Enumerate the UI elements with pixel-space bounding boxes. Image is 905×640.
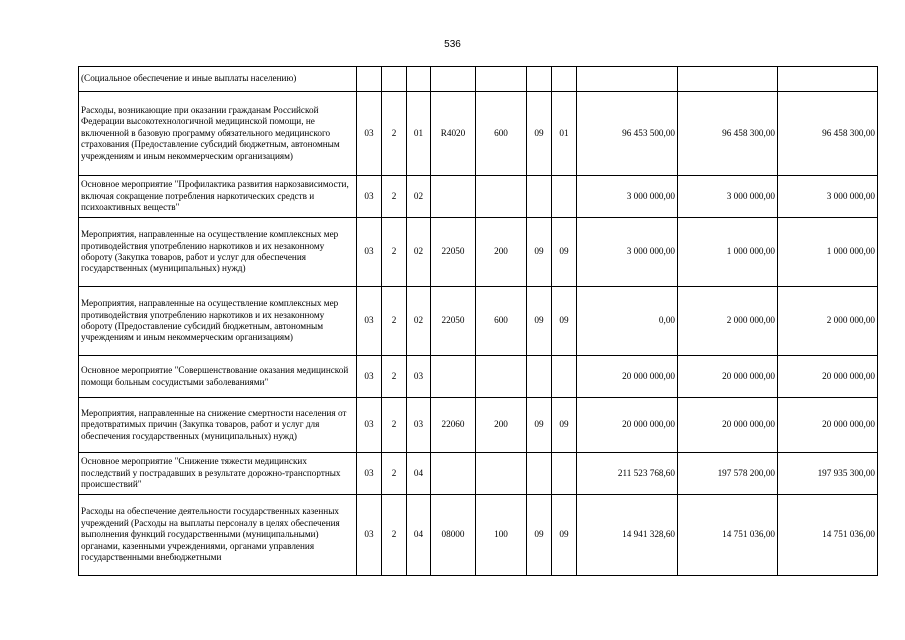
row-name: Основное мероприятие "Совершенствование оказания медицинской помощи больным сосудистыми заболеваниями" [79,356,357,398]
subprogram-code [382,67,407,92]
subsection-code: 01 [552,92,577,176]
direction-code [431,453,476,495]
main-activity-code: 02 [407,176,431,218]
amount-year-3: 14 751 036,00 [778,495,878,576]
amount-year-1: 3 000 000,00 [577,176,678,218]
table-row [79,287,878,356]
direction-code [431,356,476,398]
amount-year-2 [678,67,778,92]
expense-type-code [476,453,527,495]
expense-type-code: 100 [476,495,527,576]
subprogram-code: 2 [382,495,407,576]
section-code: 09 [527,495,552,576]
subprogram-code: 2 [382,92,407,176]
amount-year-2: 2 000 000,00 [678,287,778,356]
subsection-code: 09 [552,218,577,287]
main-activity-code: 02 [407,218,431,287]
amount-year-1: 211 523 768,60 [577,453,678,495]
amount-year-3: 20 000 000,00 [778,356,878,398]
program-code: 03 [357,356,382,398]
program-code: 03 [357,453,382,495]
subprogram-code: 2 [382,398,407,453]
table-row [79,67,878,92]
amount-year-1: 96 453 500,00 [577,92,678,176]
subsection-code: 09 [552,398,577,453]
amount-year-2: 20 000 000,00 [678,356,778,398]
program-code: 03 [357,176,382,218]
expense-type-code: 200 [476,218,527,287]
amount-year-3: 1 000 000,00 [778,218,878,287]
section-code: 09 [527,287,552,356]
direction-code: 08000 [431,495,476,576]
main-activity-code: 03 [407,398,431,453]
amount-year-2: 14 751 036,00 [678,495,778,576]
row-name: Основное мероприятие "Профилактика развития наркозависимости, включая сокращение потребления наркотических средств и психоактивных веществ" [79,176,357,218]
row-name: Расходы, возникающие при оказании гражданам Российской Федерации высокотехнологичной медицинской помощи, не включенной в базовую программу обязательного медицинского страхования (Предоставление субсидий бюджетным, автономным учреждениям и иным некоммерческим организациям) [79,92,357,176]
subsection-code [552,453,577,495]
amount-year-2: 3 000 000,00 [678,176,778,218]
amount-year-1: 0,00 [577,287,678,356]
section-code [527,453,552,495]
row-name: Мероприятия, направленные на осуществление комплексных мер противодействия употреблению наркотиков и их незаконному обороту (Предоставление субсидий бюджетным, автономным учреждениям и иным некоммерческим организациям) [79,287,357,356]
expense-type-code [476,176,527,218]
subprogram-code: 2 [382,453,407,495]
main-activity-code: 03 [407,356,431,398]
section-code: 09 [527,218,552,287]
row-name: Расходы на обеспечение деятельности государственных казенных учреждений (Расходы на выплаты персоналу в целях обеспечения выполнения функций государственными (муниципальными) органами, казенными учреждениями, органами управления государственными внебюджетными [79,495,357,576]
row-name: Мероприятия, направленные на снижение смертности населения от предотвратимых причин (Закупка товаров, работ и услуг для обеспечения государственных (муниципальных) нужд) [79,398,357,453]
row-name: Основное мероприятие "Снижение тяжести медицинских последствий у пострадавших в результате дорожно-транспортных происшествий" [79,453,357,495]
expense-type-code [476,67,527,92]
section-code [527,356,552,398]
program-code: 03 [357,398,382,453]
section-code: 09 [527,92,552,176]
table-row [79,495,878,576]
subsection-code: 09 [552,287,577,356]
row-name: (Социальное обеспечение и иные выплаты населению) [79,67,357,92]
subprogram-code: 2 [382,287,407,356]
expense-type-code: 600 [476,287,527,356]
amount-year-3: 3 000 000,00 [778,176,878,218]
amount-year-3: 197 935 300,00 [778,453,878,495]
subsection-code [552,67,577,92]
program-code: 03 [357,218,382,287]
expense-type-code: 200 [476,398,527,453]
table-row [79,453,878,495]
table-row [79,356,878,398]
amount-year-1: 3 000 000,00 [577,218,678,287]
table-row [79,92,878,176]
subprogram-code: 2 [382,218,407,287]
section-code [527,176,552,218]
expense-type-code [476,356,527,398]
program-code: 03 [357,495,382,576]
amount-year-2: 20 000 000,00 [678,398,778,453]
amount-year-2: 1 000 000,00 [678,218,778,287]
amount-year-2: 96 458 300,00 [678,92,778,176]
program-code [357,67,382,92]
row-name: Мероприятия, направленные на осуществление комплексных мер противодействия употреблению наркотиков и их незаконному обороту (Закупка товаров, работ и услуг для обеспечения государственных (муниципальных) нужд) [79,218,357,287]
amount-year-3: 20 000 000,00 [778,398,878,453]
subsection-code: 09 [552,495,577,576]
amount-year-3: 96 458 300,00 [778,92,878,176]
table-row [79,176,878,218]
subprogram-code: 2 [382,356,407,398]
section-code: 09 [527,398,552,453]
program-code: 03 [357,287,382,356]
page-number: 536 [444,39,461,50]
subsection-code [552,176,577,218]
main-activity-code: 04 [407,495,431,576]
direction-code: 22050 [431,287,476,356]
amount-year-1: 20 000 000,00 [577,356,678,398]
expense-type-code: 600 [476,92,527,176]
section-code [527,67,552,92]
direction-code [431,176,476,218]
amount-year-3: 2 000 000,00 [778,287,878,356]
main-activity-code: 01 [407,92,431,176]
amount-year-2: 197 578 200,00 [678,453,778,495]
table-row [79,218,878,287]
amount-year-1: 14 941 328,60 [577,495,678,576]
main-activity-code: 02 [407,287,431,356]
amount-year-1: 20 000 000,00 [577,398,678,453]
subprogram-code: 2 [382,176,407,218]
direction-code: R4020 [431,92,476,176]
main-activity-code [407,67,431,92]
amount-year-3 [778,67,878,92]
subsection-code [552,356,577,398]
direction-code: 22060 [431,398,476,453]
main-activity-code: 04 [407,453,431,495]
direction-code: 22050 [431,218,476,287]
amount-year-1 [577,67,678,92]
budget-table [78,66,878,576]
table-row [79,398,878,453]
direction-code [431,67,476,92]
program-code: 03 [357,92,382,176]
